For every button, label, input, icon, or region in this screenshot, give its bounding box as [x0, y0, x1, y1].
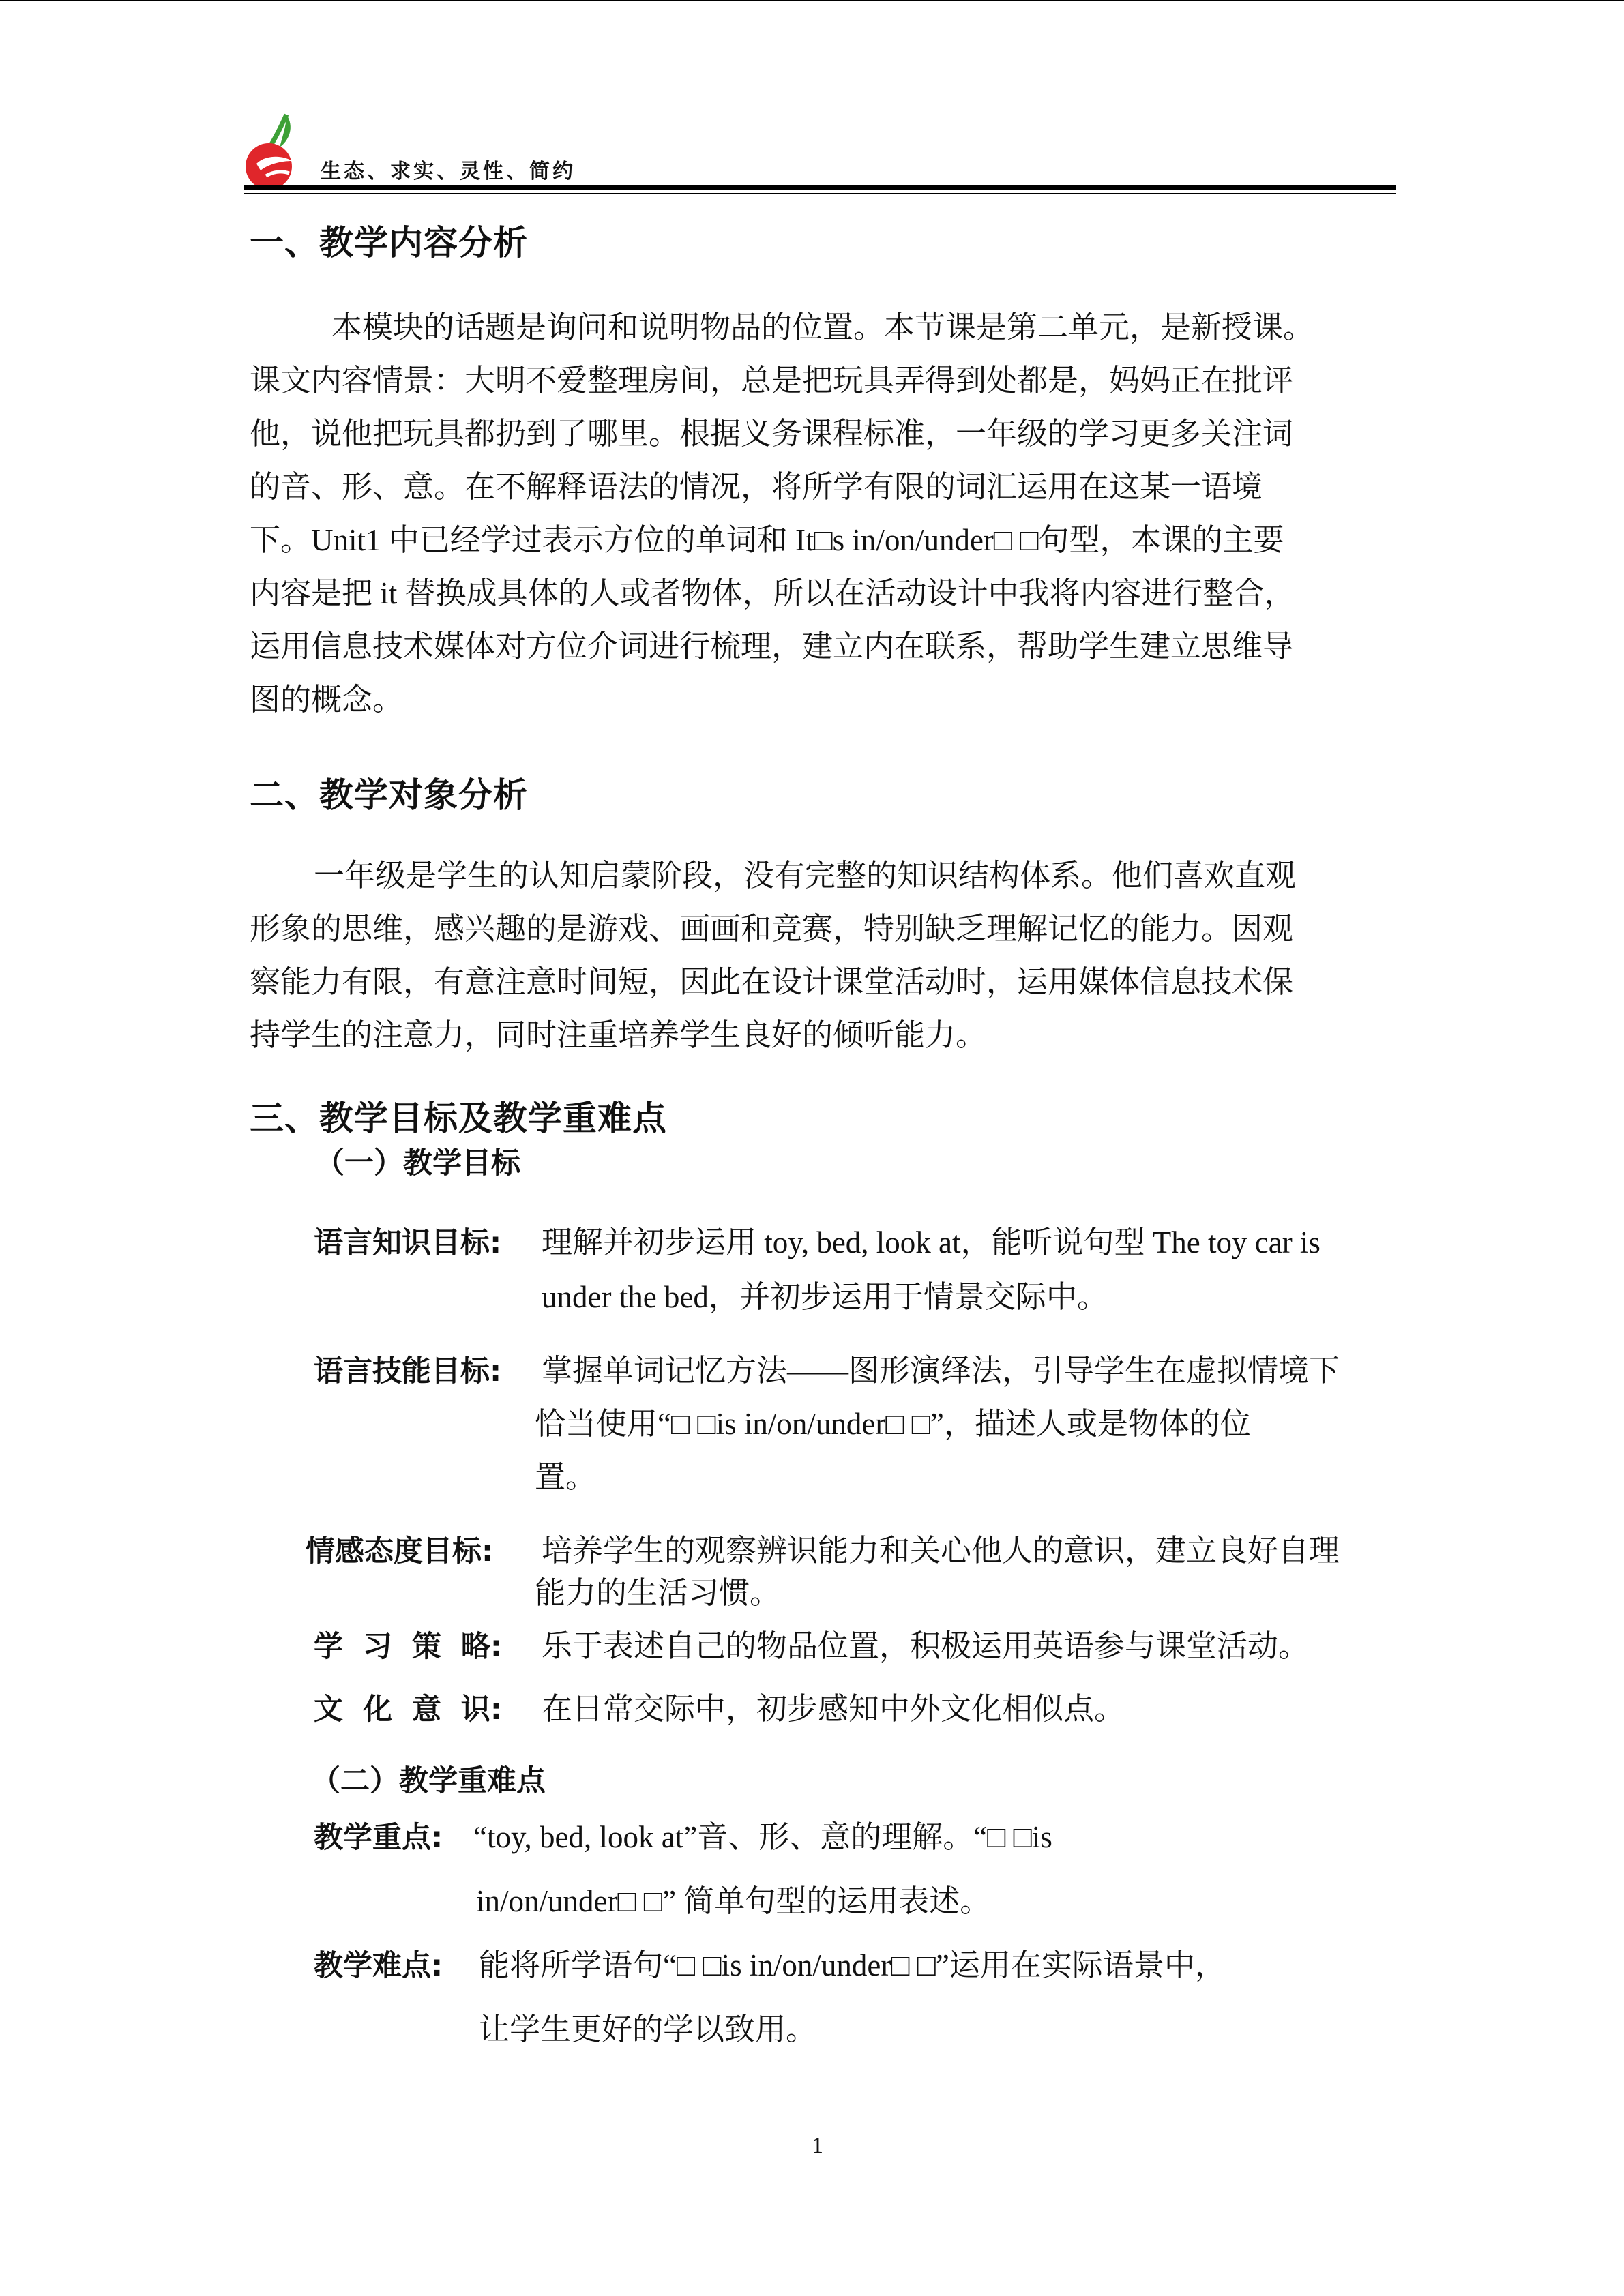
section-2-line: 持学生的注意力，同时注重培养学生良好的倾听能力。 [250, 1018, 987, 1052]
difficult-point-text: 能将所学语句“□ □is in/on/under□ □”运用在实际语景中， [479, 1948, 1226, 1982]
school-logo-icon [241, 113, 304, 191]
subsection-goals-title: （一）教学目标 [315, 1146, 520, 1180]
section-1-line: 本模块的话题是询问和说明物品的位置。本节课是第二单元，是新授课。 [331, 310, 1314, 344]
emotion-goal-label: 情感态度目标: [306, 1534, 494, 1568]
section-2-line: 察能力有限，有意注意时间短，因此在设计课堂活动时，运用媒体信息技术保 [250, 965, 1294, 999]
skill-goal-label: 语言技能目标: [314, 1354, 502, 1388]
section-1-line: 课文内容情景：大明不爱整理房间，总是把玩具弄得到处都是，妈妈正在批评 [250, 363, 1294, 398]
section-1-line: 他，说他把玩具都扔到了哪里。根据义务课程标准，一年级的学习更多关注词 [250, 417, 1294, 451]
section-1-line: 的音、形、意。在不解释语法的情况，将所学有限的词汇运用在这某一语境 [250, 470, 1263, 504]
section-2-title: 二、教学对象分析 [250, 775, 528, 815]
section-1-title: 一、教学内容分析 [250, 223, 528, 263]
difficult-point-label: 教学难点: [314, 1949, 443, 1983]
culture-text: 在日常交际中，初步感知中外文化相似点。 [542, 1692, 1125, 1726]
skill-goal-text: 恰当使用“□ □is in/on/under□ □”，描述人或是物体的位 [535, 1407, 1251, 1441]
section-1-line: 图的概念。 [250, 683, 404, 717]
strategy-text: 乐于表述自己的物品位置，积极运用英语参与课堂活动。 [542, 1629, 1310, 1663]
page-number: 1 [812, 2133, 823, 2158]
knowledge-goal-text: 理解并初步运用 toy, bed, look at，能听说句型 The toy car is [542, 1225, 1320, 1259]
knowledge-goal-text: under the bed，并初步运用于情景交际中。 [542, 1280, 1108, 1314]
header-rule-thick [244, 185, 1396, 190]
section-1-line: 下。Unit1 中已经学过表示方位的单词和 It□s in/on/under□ □句型，本课的主要 [250, 523, 1284, 557]
knowledge-goal-label: 语言知识目标: [314, 1226, 502, 1260]
key-point-text: in/on/under□ □” 简单句型的运用表述。 [476, 1884, 991, 1918]
section-1-line: 内容是把 it 替换成具体的人或者物体，所以在活动设计中我将内容进行整合， [250, 576, 1295, 610]
header-motto: 生态、求实、灵性、简约 [321, 160, 576, 183]
section-3-title: 三、教学目标及教学重难点 [250, 1099, 667, 1138]
subsection-key-points-title: （二）教学重难点 [311, 1764, 546, 1798]
section-2-line: 形象的思维，感兴趣的是游戏、画画和竞赛，特别缺乏理解记忆的能力。因观 [250, 912, 1294, 946]
key-point-text: “toy, bed, look at”音、形、意的理解。“□ □is [473, 1820, 1052, 1854]
skill-goal-text: 掌握单词记忆方法——图形演绎法，引导学生在虚拟情境下 [542, 1354, 1340, 1388]
culture-label: 文 化 意 识: [314, 1693, 503, 1727]
difficult-point-text: 让学生更好的学以致用。 [479, 2012, 817, 2046]
section-1-line: 运用信息技术媒体对方位介词进行梳理，建立内在联系，帮助学生建立思维导 [250, 629, 1294, 664]
emotion-goal-text: 培养学生的观察辨识能力和关心他人的意识，建立良好自理 [542, 1534, 1340, 1568]
header-rule-thin [244, 193, 1396, 194]
section-2-line: 一年级是学生的认知启蒙阶段，没有完整的知识结构体系。他们喜欢直观 [314, 859, 1297, 893]
strategy-label: 学 习 策 略: [314, 1630, 503, 1664]
skill-goal-text: 置。 [535, 1460, 597, 1494]
page-top-border [0, 0, 1624, 1]
key-point-label: 教学重点: [314, 1821, 443, 1855]
emotion-goal-text: 能力的生活习惯。 [535, 1576, 781, 1610]
